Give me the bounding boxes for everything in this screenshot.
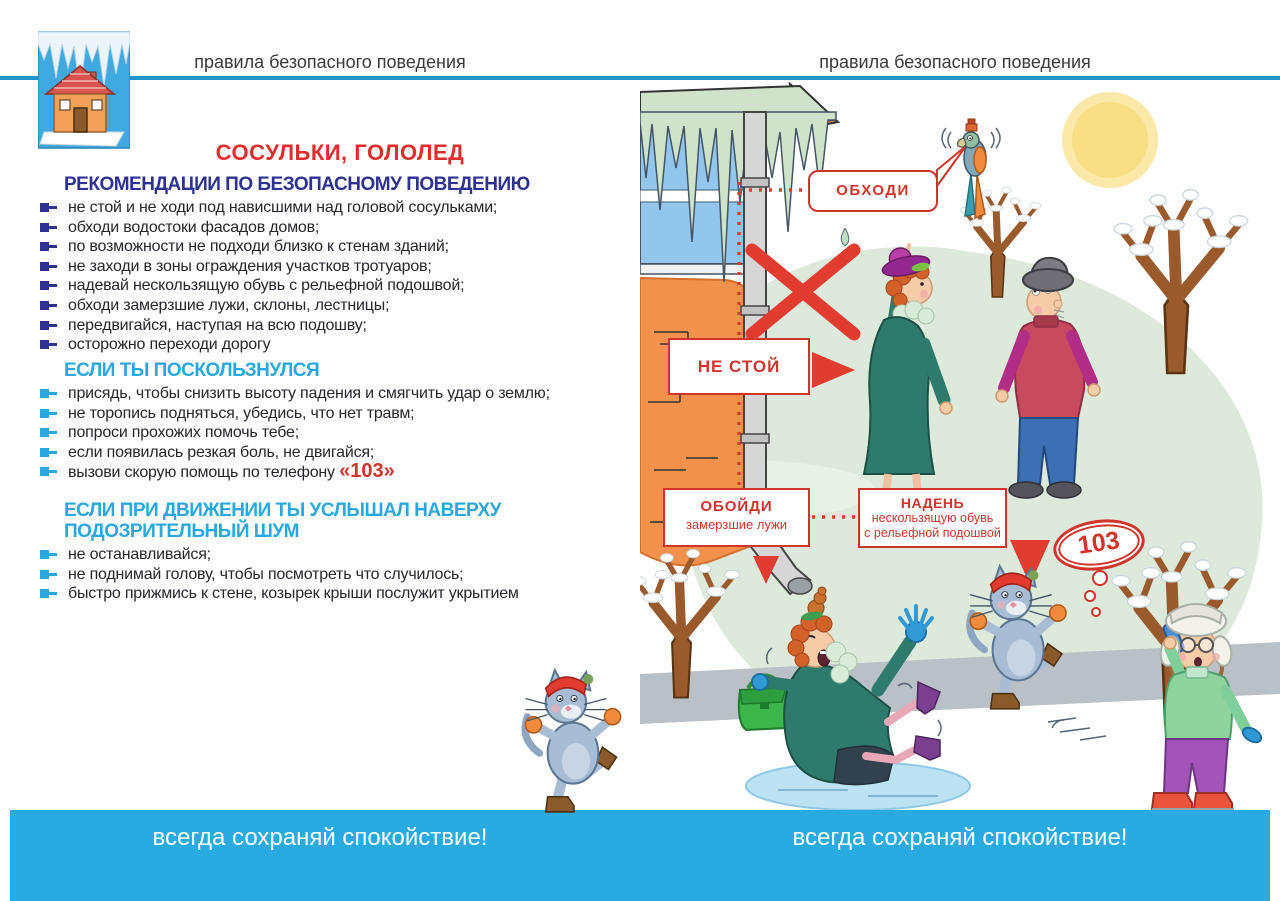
list-item: обходи замерзшие лужи, склоны, лестницы; <box>40 296 650 316</box>
bullet-square-icon <box>40 223 49 232</box>
bullet-square-icon <box>40 301 49 310</box>
bullet-square-icon <box>40 389 49 398</box>
list-item: не останавливайся; <box>40 545 650 565</box>
list-item: надевай нескользящую обувь с рельефной подошвой; <box>40 276 650 296</box>
section-heading: ЕСЛИ ПРИ ДВИЖЕНИИ ТЫ УСЛЫШАЛ НАВЕРХУ ПОДОЗРИТЕЛЬНЫЙ ШУМ <box>64 500 501 542</box>
list-item: быстро прижмись к стене, козырек крыши послужит укрытием <box>40 584 650 604</box>
footer-message-right: всегда сохраняй спокойствие! <box>792 824 1128 851</box>
right-page-illustration <box>640 82 1280 810</box>
bullet-square-icon <box>40 589 49 598</box>
section-recommendations <box>40 174 650 355</box>
bullet-square-icon <box>40 550 49 559</box>
list-item: не поднимай голову, чтобы посмотреть что случилось; <box>40 565 650 585</box>
page-header-right: правила безопасного поведения <box>819 52 1091 72</box>
list-item: присядь, чтобы снизить высоту падения и смягчить удар о землю; <box>40 384 650 404</box>
house-icicles-logo <box>38 30 130 150</box>
footer-message-left: всегда сохраняй спокойствие! <box>152 824 488 851</box>
bullet-square-icon <box>40 281 49 290</box>
water-drip <box>841 228 849 246</box>
list-item: по возможности не подходи близко к стенам зданий; <box>40 237 650 257</box>
bullet-square-icon <box>40 203 49 212</box>
label-ne-stoy: НЕ СТОЙ <box>668 338 810 395</box>
list-item: вызови скорую помощь по телефону «103» <box>40 462 650 483</box>
emergency-number-bubble: 103 <box>1050 514 1148 576</box>
list-item: не стой и не ходи под нависшими над головой сосульками; <box>40 198 650 218</box>
list-item: попроси прохожих помочь тебе; <box>40 423 650 443</box>
bullet-square-icon <box>40 467 49 476</box>
section-suspicious-noise <box>40 500 650 604</box>
winter-scene <box>640 82 1280 810</box>
section-if-you-slipped <box>40 360 650 483</box>
label-naden: НАДЕНЬ нескользящую обувь с рельефной подошвой <box>858 488 1007 548</box>
emergency-number: «103» <box>339 460 395 483</box>
header-divider-line <box>0 76 1280 80</box>
bullet-square-icon <box>40 409 49 418</box>
list-item: не заходи в зоны ограждения участков тротуаров; <box>40 257 650 277</box>
bullet-square-icon <box>40 242 49 251</box>
bullet-square-icon <box>40 262 49 271</box>
bullet-square-icon <box>40 428 49 437</box>
bullet-square-icon <box>40 448 49 457</box>
bullet-square-icon <box>40 340 49 349</box>
page-header-left: правила безопасного поведения <box>194 52 466 72</box>
slipped-list <box>40 384 650 483</box>
recommendations-list <box>40 198 650 355</box>
walking-cat-illustration <box>498 664 648 816</box>
list-item: обходи водостоки фасадов домов; <box>40 218 650 238</box>
list-item: не торопись подняться, убедись, что нет травм; <box>40 404 650 424</box>
label-obhodi: ОБХОДИ <box>808 170 938 212</box>
footer-bar <box>10 810 1270 901</box>
bullet-square-icon <box>40 570 49 579</box>
label-oboydi: ОБОЙДИ замерзшие лужи <box>663 488 810 547</box>
section-heading: РЕКОМЕНДАЦИИ ПО БЕЗОПАСНОМУ ПОВЕДЕНИЮ <box>64 174 530 195</box>
noise-list <box>40 545 650 604</box>
section-heading: ЕСЛИ ТЫ ПОСКОЛЬЗНУЛСЯ <box>64 360 320 381</box>
list-item: передвигайся, наступая на всю подошву; <box>40 316 650 336</box>
poster-title: СОСУЛЬКИ, ГОЛОЛЕД <box>215 140 465 165</box>
list-item: осторожно переходи дорогу <box>40 335 650 355</box>
bullet-square-icon <box>40 321 49 330</box>
list-item: если появилась резкая боль, не двигайся; <box>40 443 650 463</box>
